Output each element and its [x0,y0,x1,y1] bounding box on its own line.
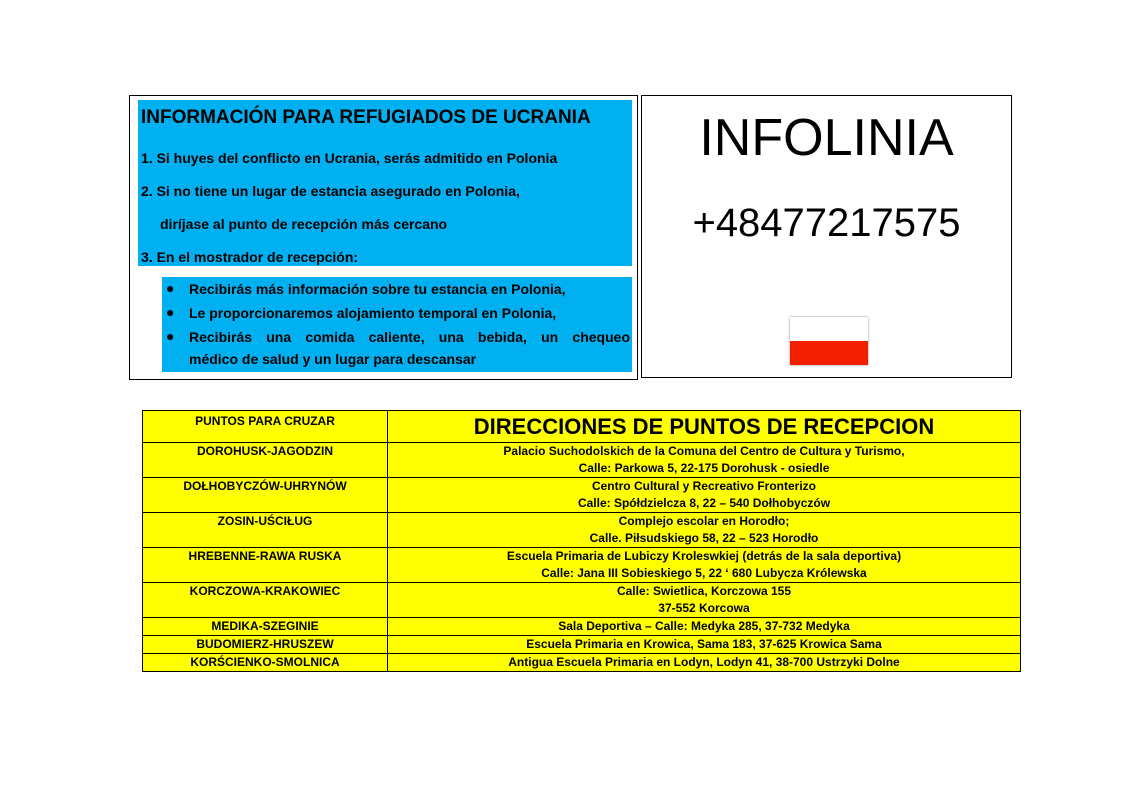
header-reception-addresses: DIRECCIONES DE PUNTOS DE RECEPCION [388,411,1021,443]
reception-bullets: ● Recibirás más información sobre tu estancia en Polonia, ● Le proporcionaremos alojamiento temporal en Polonia, ● Recibirás una comida caliente, una bebida, un chequeo médico de salud y un lugar para descansar [162,277,632,372]
table-row [143,548,1021,583]
reception-address-cell [388,443,1021,478]
address-line: Calle. Piłsudskiego 58, 22 – 523 Horodło [589,531,819,545]
table-row [143,478,1021,513]
address-line: Palacio Suchodolskich de la Comuna del Centro de Cultura y Turismo, [503,444,905,458]
reception-address-cell [388,513,1021,548]
bullet-icon: ● [166,304,175,320]
reception-address-cell [388,548,1021,583]
header-crossing-points: PUNTOS PARA CRUZAR [143,411,388,443]
address-line: Calle: Spółdzielcza 8, 22 – 540 Dołhobyczów [577,496,831,510]
info-title: INFORMACIÓN PARA REFUGIADOS DE UCRANIA [141,107,591,128]
table-row [143,618,1021,636]
crossing-point-cell: BUDOMIERZ-HRUSZEW [143,636,388,654]
hotline-number: +48477217575 [692,201,961,245]
crossing-point-cell: HREBENNE-RAWA RUSKA [143,548,388,583]
address-line: Sala Deportiva – Calle: Medyka 285, 37-732 Medyka [558,619,850,633]
info-line-2: 2. Si no tiene un lugar de estancia asegurado en Polonia, [141,183,520,199]
crossing-point-cell: MEDIKA-SZEGINIE [143,618,388,636]
table-row [143,443,1021,478]
poland-flag-icon [790,317,868,365]
crossing-point-cell: ZOSIN-UŚCIŁUG [143,513,388,548]
address-line: Calle: Swietlica, Korczowa 155 [616,584,792,598]
crossing-point-cell: KORCZOWA-KRAKOWIEC [143,583,388,618]
reception-address-cell [388,636,1021,654]
crossing-point-cell: DOROHUSK-JAGODZIN [143,443,388,478]
address-line: Centro Cultural y Recreativo Fronterizo [591,479,817,493]
info-line-1: 1. Si huyes del conflicto en Ucrania, serás admitido en Polonia [141,150,558,166]
crossing-point-cell: DOŁHOBYCZÓW-UHRYNÓW [143,478,388,513]
reception-points-table [142,410,1021,672]
reception-address-cell [388,654,1021,672]
crossing-point-cell: KORŚCIENKO-SMOLNICA [143,654,388,672]
address-line: Calle: Jana III Sobieskiego 5, 22 ‘ 680 Lubycza Królewska [541,566,867,580]
address-line: Escuela Primaria en Krowica, Sama 183, 37-625 Krowica Sama [526,637,882,651]
hotline-box [641,95,1012,378]
table-row [143,636,1021,654]
bullet-icon: ● [166,328,175,344]
address-line: Escuela Primaria de Lubiczy Kroleswkiej (detrás de la sala deportiva) [506,549,902,563]
reception-address-cell [388,583,1021,618]
info-line-3: 3. En el mostrador de recepción: [141,249,359,265]
info-blue-block [138,100,632,266]
refugee-info-box [129,95,638,380]
reception-address-cell [388,618,1021,636]
address-line: Antigua Escuela Primaria en Lodyn, Lodyn 41, 38-700 Ustrzyki Dolne [508,655,900,669]
address-line: Calle: Parkowa 5, 22-175 Dorohusk - osiedle [578,461,830,475]
address-line: 37-552 Korcowa [658,601,750,615]
flag-red-stripe [790,341,868,365]
reception-address-cell [388,478,1021,513]
table-row [143,583,1021,618]
hotline-label: INFOLINIA [699,109,954,167]
flag-white-stripe [790,317,868,341]
info-line-2-continued: diríjase al punto de recepción más cercano [160,216,448,232]
table-row [143,654,1021,672]
table-row [143,513,1021,548]
bullet-icon: ● [166,280,175,296]
address-line: Complejo escolar en Horodło; [618,514,790,528]
